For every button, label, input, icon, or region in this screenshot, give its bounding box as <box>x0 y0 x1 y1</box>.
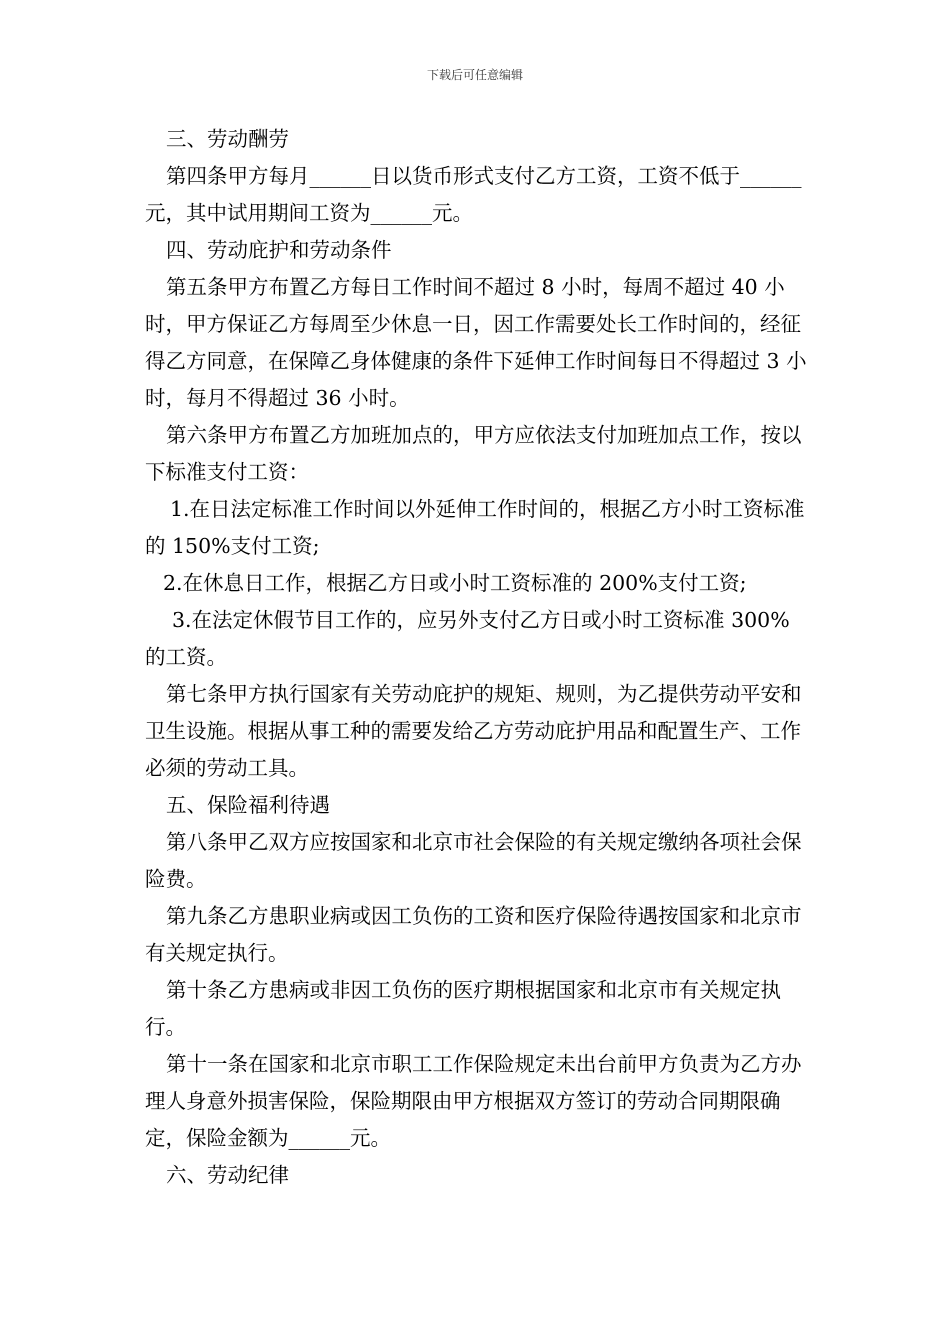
article-10: 第十条乙方患病或非因工负伤的医疗期根据国家和北京市有关规定执行。 <box>145 978 781 1039</box>
document-body <box>145 121 810 1194</box>
article-11: 第十一条在国家和北京市职工工作保险规定未出台前甲方负责为乙方办理人身意外损害保险，保险期限由甲方根据双方签订的劳动合同期限确定，保险金额为______元。 <box>145 1052 802 1150</box>
section-heading-6: 六、劳动纪律 <box>166 1163 289 1187</box>
article-6-item-1: 1.在日法定标准工作时间以外延伸工作时间的，根据乙方小时工资标准的 150%支付工资; <box>145 497 805 558</box>
article-6-item-3: 3.在法定休假节目工作的，应另外支付乙方日或小时工资标准 300%的工资。 <box>145 608 790 669</box>
section-heading-4: 四、劳动庇护和劳动条件 <box>166 238 392 262</box>
article-6: 第六条甲方布置乙方加班加点的，甲方应依法支付加班加点工作，按以下标准支付工资： <box>145 423 802 484</box>
section-heading-5: 五、保险福利待遇 <box>166 793 330 817</box>
article-5: 第五条甲方布置乙方每日工作时间不超过 8 小时，每周不超过 40 小时，甲方保证乙方每周至少休息一日，因工作需要处长工作时间的，经征得乙方同意，在保障乙身体健康的条件下延伸工作时间每日不得超过 3 小时，每月不得超过 36 小时。 <box>145 275 807 410</box>
article-9: 第九条乙方患职业病或因工负伤的工资和医疗保险待遇按国家和北京市有关规定执行。 <box>145 904 802 965</box>
article-7: 第七条甲方执行国家有关劳动庇护的规矩、规则，为乙提供劳动平安和卫生设施。根据从事工种的需要发给乙方劳动庇护用品和配置生产、工作必须的劳动工具。 <box>145 682 802 780</box>
article-6-item-2: 2.在休息日工作，根据乙方日或小时工资标准的 200%支付工资; <box>163 571 747 595</box>
article-8: 第八条甲乙双方应按国家和北京市社会保险的有关规定缴纳各项社会保险费。 <box>145 830 802 891</box>
section-heading-3: 三、劳动酬劳 <box>166 127 289 151</box>
page-header: 下载后可任意编辑 <box>426 68 523 82</box>
article-4: 第四条甲方每月______日以货币形式支付乙方工资，工资不低于______元，其中试用期间工资为______元。 <box>145 164 802 225</box>
